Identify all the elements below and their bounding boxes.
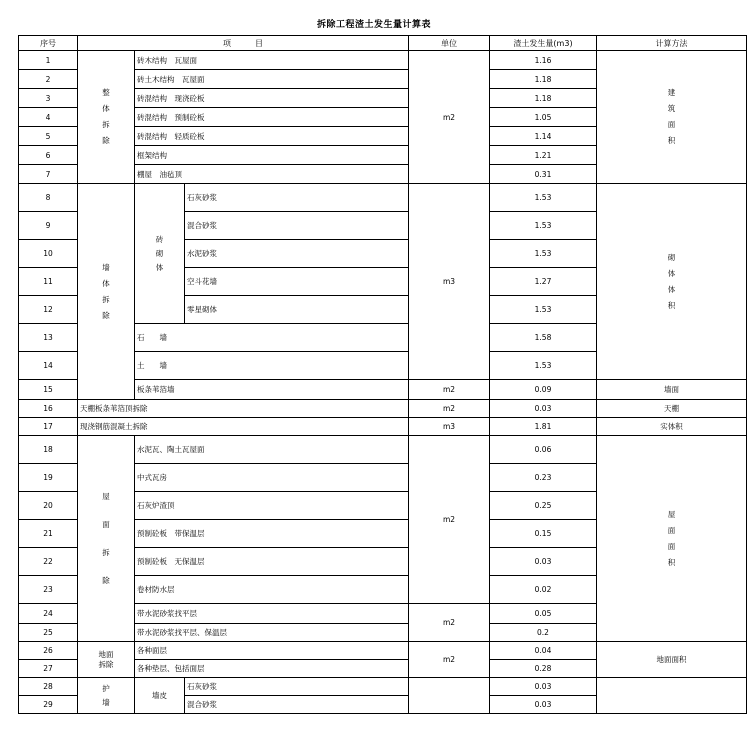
row-item: 石灰砂浆 (185, 184, 409, 212)
row-item: 框架结构 (135, 146, 409, 165)
row-no: 3 (19, 89, 78, 108)
row-amount: 1.81 (490, 418, 597, 436)
unit-guard-wall (409, 678, 490, 714)
header-amount: 渣土发生量(m3) (490, 36, 597, 51)
row-item: 砖混结构 现浇砼板 (135, 89, 409, 108)
row-item: 砖混结构 轻质砼板 (135, 127, 409, 146)
row-amount: 1.53 (490, 240, 597, 268)
row-item: 土 墙 (135, 352, 409, 380)
row-no: 4 (19, 108, 78, 127)
row-amount: 1.53 (490, 296, 597, 324)
row-item: 混合砂浆 (185, 212, 409, 240)
row-no: 23 (19, 576, 78, 604)
unit-wall-board: m2 (409, 380, 490, 400)
unit-ceiling: m2 (409, 400, 490, 418)
unit-roof-screed: m2 (409, 604, 490, 642)
row-item: 砖土木结构 瓦屋面 (135, 70, 409, 89)
row-item: 砖混结构 预制砼板 (135, 108, 409, 127)
method-solid-volume: 实体积 (597, 418, 747, 436)
row-no: 20 (19, 492, 78, 520)
row-no: 2 (19, 70, 78, 89)
group-floor-demolition: 地面 拆除 (78, 642, 135, 678)
row-item: 预制砼板 带保温层 (135, 520, 409, 548)
row-item: 水泥砂浆 (185, 240, 409, 268)
row-item: 石灰炉渣顶 (135, 492, 409, 520)
unit-concrete: m3 (409, 418, 490, 436)
row-no: 14 (19, 352, 78, 380)
row-amount: 1.18 (490, 89, 597, 108)
row-amount: 0.25 (490, 492, 597, 520)
row-no: 16 (19, 400, 78, 418)
row-no: 8 (19, 184, 78, 212)
header-method: 计算方法 (597, 36, 747, 51)
row-amount: 0.2 (490, 624, 597, 642)
row-amount: 0.03 (490, 548, 597, 576)
row-item: 中式瓦房 (135, 464, 409, 492)
row-item: 石 墙 (135, 324, 409, 352)
row-amount: 0.09 (490, 380, 597, 400)
header-item: 项 目 (78, 36, 409, 51)
row-amount: 0.23 (490, 464, 597, 492)
row-no: 1 (19, 51, 78, 70)
unit-whole: m2 (409, 51, 490, 184)
row-amount: 1.27 (490, 268, 597, 296)
row-item: 带水泥砂浆找平层 (135, 604, 409, 624)
row-no: 10 (19, 240, 78, 268)
group-brick-masonry: 砖 砌 体 (135, 184, 185, 324)
row-item: 空斗花墙 (185, 268, 409, 296)
row-item: 石灰砂浆 (185, 678, 409, 696)
group-wall-demolition: 墙 体 拆 除 (78, 184, 135, 400)
row-no: 6 (19, 146, 78, 165)
method-guard-wall (597, 678, 747, 714)
row-no: 24 (19, 604, 78, 624)
row-amount: 0.02 (490, 576, 597, 604)
row-item: 棚屋 油毡顶 (135, 165, 409, 184)
row-no: 21 (19, 520, 78, 548)
method-building-area: 建 筑 面 积 (597, 51, 747, 184)
row-amount: 1.58 (490, 324, 597, 352)
row-no: 22 (19, 548, 78, 576)
row-no: 5 (19, 127, 78, 146)
row-amount: 1.53 (490, 352, 597, 380)
row-amount: 1.18 (490, 70, 597, 89)
row-amount: 0.05 (490, 604, 597, 624)
row-item: 卷材防水层 (135, 576, 409, 604)
row-no: 12 (19, 296, 78, 324)
row-item: 各种垫层、包括面层 (135, 660, 409, 678)
row-item: 各种面层 (135, 642, 409, 660)
row-item: 带水泥砂浆找平层、保温层 (135, 624, 409, 642)
row-no: 13 (19, 324, 78, 352)
unit-floor: m2 (409, 642, 490, 678)
row-amount: 0.28 (490, 660, 597, 678)
group-wall-skin: 墙皮 (135, 678, 185, 714)
row-item: 板条苇箔墙 (135, 380, 409, 400)
row-no: 11 (19, 268, 78, 296)
row-amount: 1.53 (490, 212, 597, 240)
row-no: 28 (19, 678, 78, 696)
row-amount: 1.05 (490, 108, 597, 127)
row-no: 18 (19, 436, 78, 464)
row-no: 19 (19, 464, 78, 492)
row-amount: 0.04 (490, 642, 597, 660)
header-unit: 单位 (409, 36, 490, 51)
method-masonry-volume: 砌 体 体 积 (597, 184, 747, 380)
row-item: 水泥瓦、陶土瓦屋面 (135, 436, 409, 464)
header-no: 序号 (19, 36, 78, 51)
row-no: 17 (19, 418, 78, 436)
row-item: 混合砂浆 (185, 696, 409, 714)
row-no: 29 (19, 696, 78, 714)
group-roof-demolition: 屋 面 拆 除 (78, 436, 135, 642)
row-no: 15 (19, 380, 78, 400)
row-no: 26 (19, 642, 78, 660)
method-roof-area: 屋 面 面 积 (597, 436, 747, 642)
row-amount: 1.16 (490, 51, 597, 70)
row-item: 零星砌体 (185, 296, 409, 324)
row-amount: 0.06 (490, 436, 597, 464)
group-whole-demolition: 整 体 拆 除 (78, 51, 135, 184)
group-guard-wall: 护 墙 (78, 678, 135, 714)
sheet-title: 拆除工程渣土发生量计算表 (316, 20, 431, 30)
row-item: 预制砼板 无保温层 (135, 548, 409, 576)
row-item: 砖木结构 瓦屋面 (135, 51, 409, 70)
row-amount: 0.03 (490, 400, 597, 418)
row-amount: 1.21 (490, 146, 597, 165)
calc-table (18, 35, 747, 714)
unit-roof: m2 (409, 436, 490, 604)
row-amount: 0.31 (490, 165, 597, 184)
row-amount: 0.15 (490, 520, 597, 548)
row-no: 25 (19, 624, 78, 642)
row-amount: 0.03 (490, 696, 597, 714)
unit-wall: m3 (409, 184, 490, 380)
method-ceiling: 天棚 (597, 400, 747, 418)
method-floor-area: 地面面积 (597, 642, 747, 678)
row-item: 天棚板条苇箔顶拆除 (78, 400, 409, 418)
row-amount: 0.03 (490, 678, 597, 696)
row-no: 7 (19, 165, 78, 184)
row-no: 27 (19, 660, 78, 678)
method-wall-area: 墙面 (597, 380, 747, 400)
row-no: 9 (19, 212, 78, 240)
row-amount: 1.14 (490, 127, 597, 146)
row-amount: 1.53 (490, 184, 597, 212)
row-item: 现浇钢筋混凝土拆除 (78, 418, 409, 436)
